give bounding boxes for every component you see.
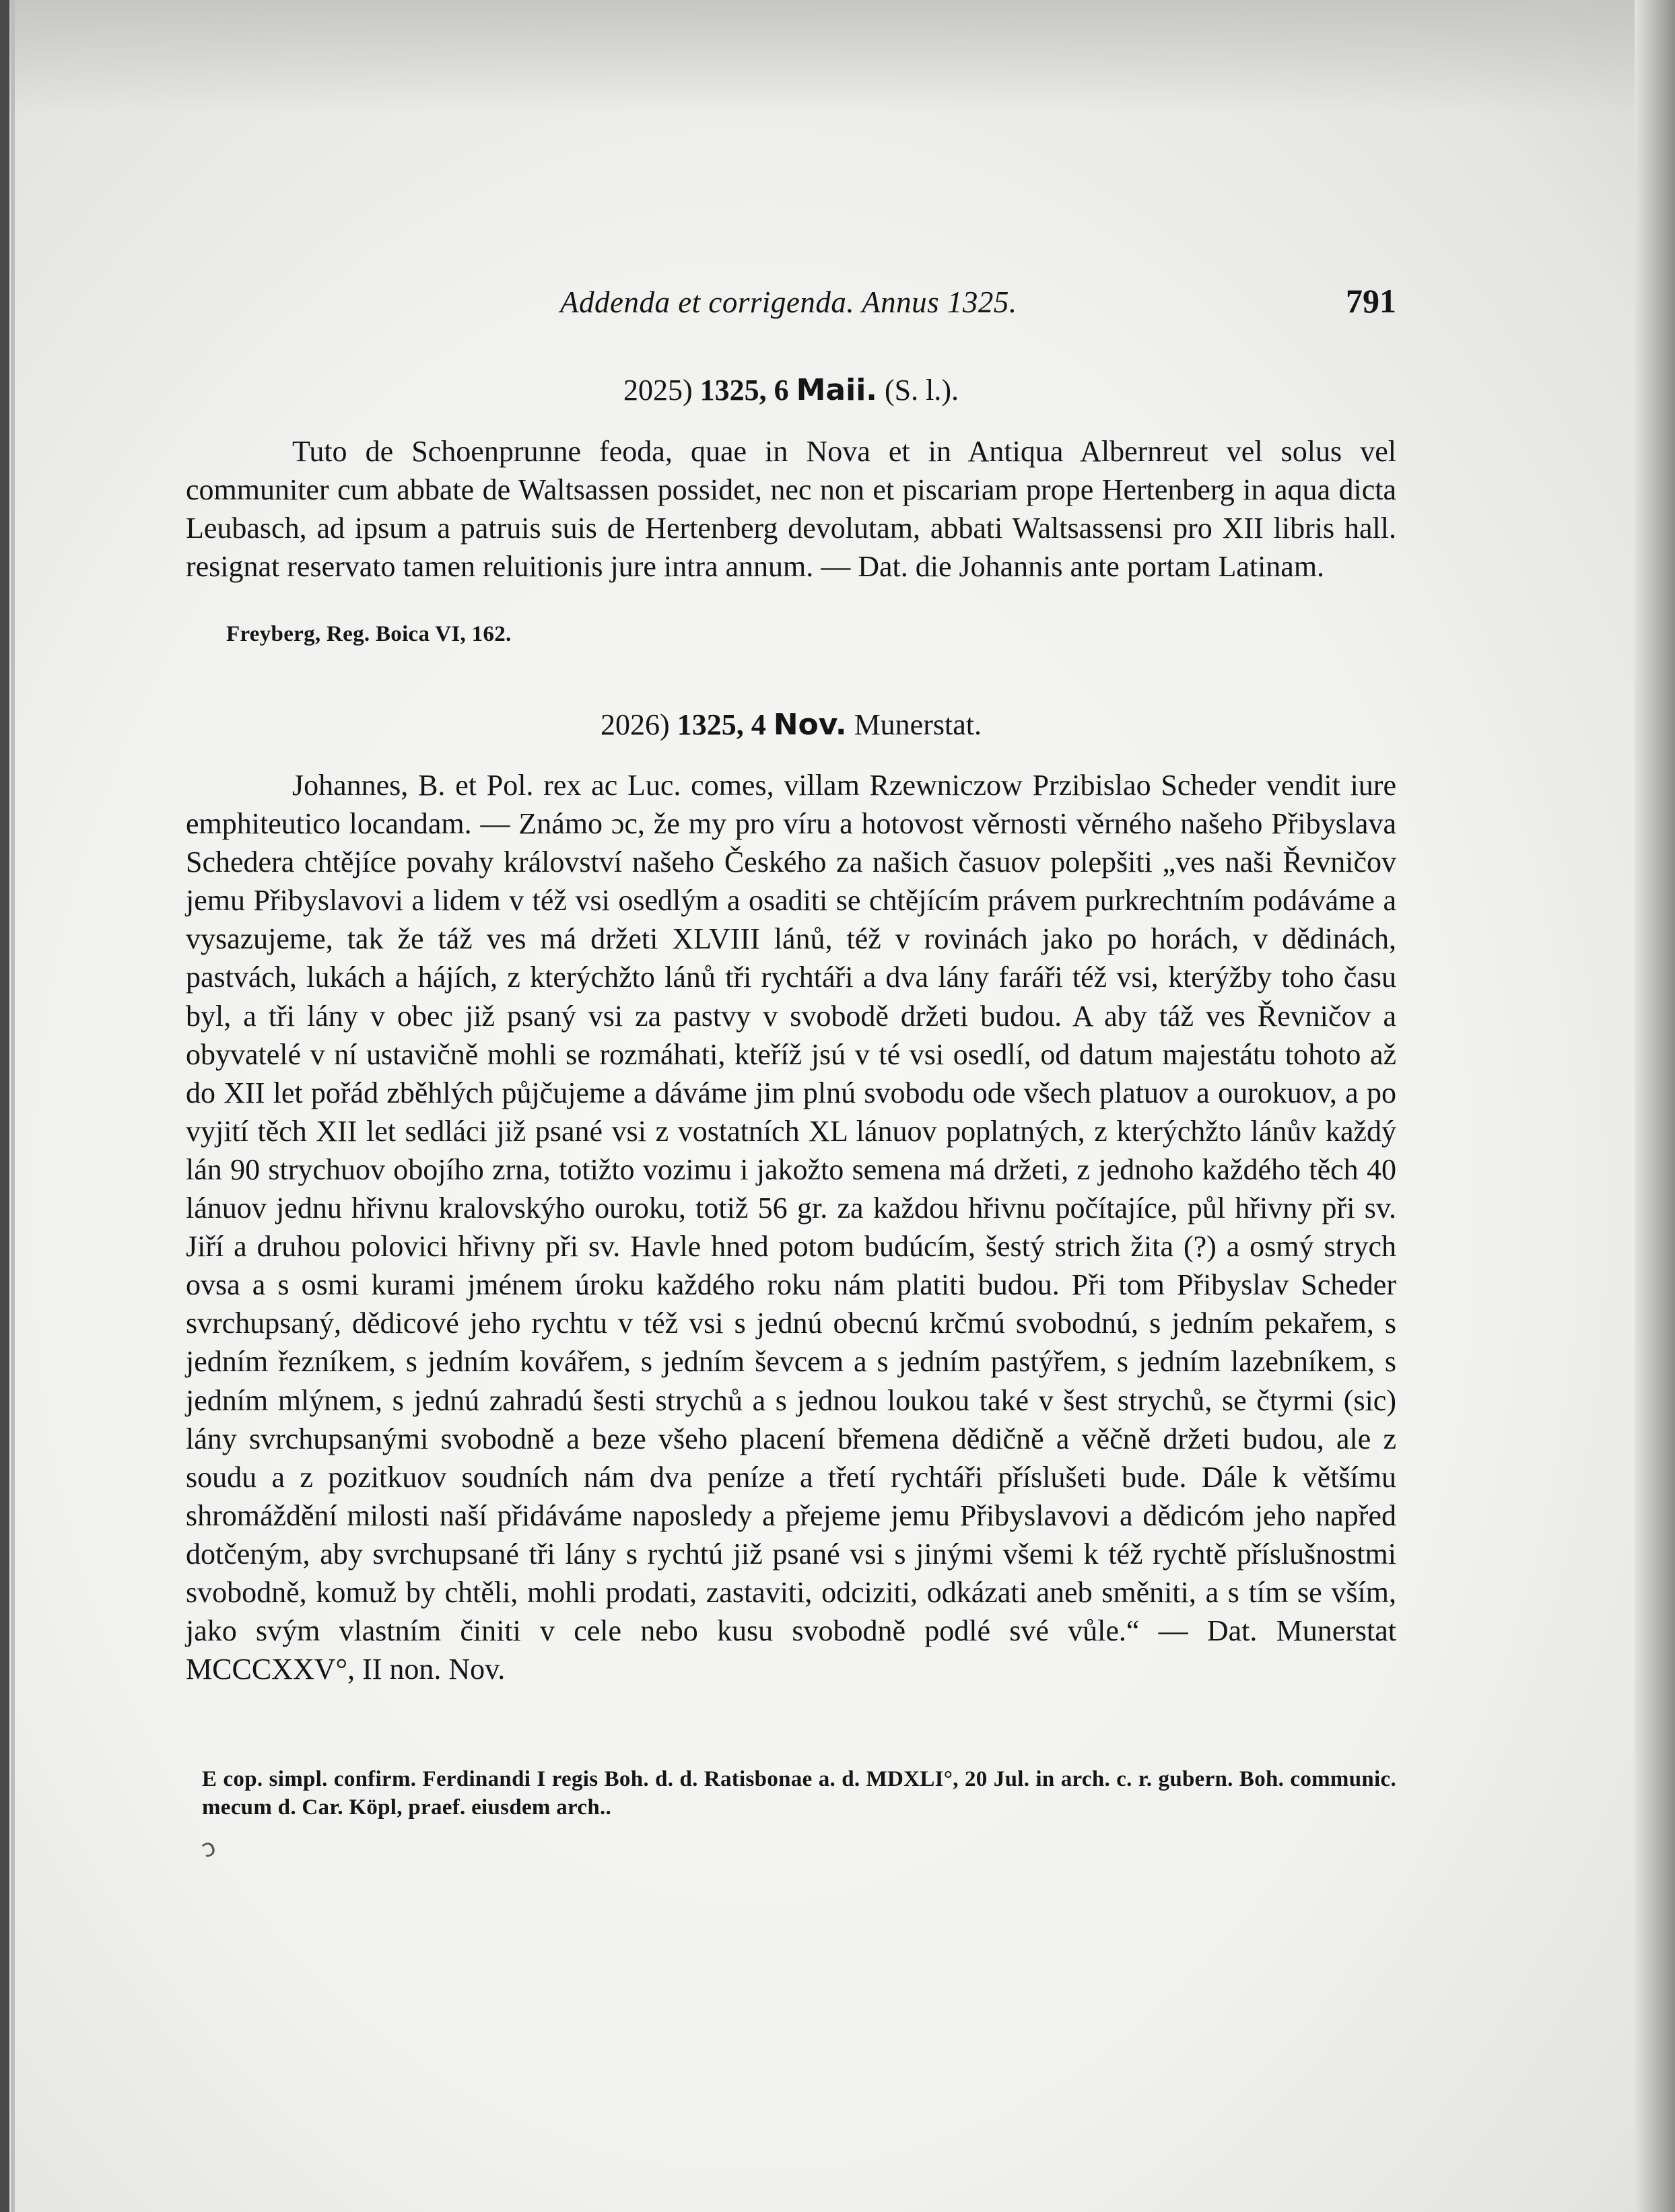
entry-date: 1325, 4 [677, 708, 766, 741]
entry-number: 2025) [623, 374, 693, 407]
entry-body: Tuto de Schoenprunne feoda, quae in Nova et in Antiqua Albernreut vel solus vel communiter cum abbate de Waltsassen possidet, nec non et piscariam prope Hertenberg in aqua dicta Leubasch, ad ipsum a patruis suis de Hertenberg devolutam, abbati Waltsassensi pro XII libris hall. resignat reservato tamen reluitionis jure intra annum. — Dat. die Johannis ante portam Latinam. [186, 435, 1396, 584]
entry-month: Maii. [796, 373, 877, 407]
entry-place: (S. l.). [885, 374, 959, 407]
entry-heading-2025 [186, 370, 1396, 411]
scan-edge-left [0, 0, 9, 2212]
entry-month: Nov. [773, 707, 847, 742]
entry-body: Johannes, B. et Pol. rex ac Luc. comes, villam Rzewniczow Przibislao Scheder vendit iure emphiteutico locandam. — Známo ɔc, že my pro víru a hotovost věrnosti věrného našeho Přibyslava Schedera chtějíce povahy království našeho Českého za našich časuov polepšiti „ves naši Řevničov jemu Přibyslavovi a lidem v též vsi osedlým a osaditi se chtějícím právem purkrechtním podáváme a vysazujeme, tak že táž ves má držeti XLVIII lánů, též v rovinách jako po horách, v dědinách, pastvách, lukách a hájích, z kterýchžto lánů tři rychtáři a dva lány faráři též vsi, kterýžby toho času byl, a tři lány v obec již psaný vsi za pastvy v svobodě držeti budou. A aby táž ves Řevničov a obyvatelé v ní ustavičně mohli se rozmáhati, kteříž jsú v té vsi osedlí, od datum majestátu tohoto až do XII let pořád zběhlých půjčujeme a dáváme jim plnú svobodu ode všech platuov a ourokuov, a po vyjití těch XII let sedláci již psané vsi z vostatních XL lánuov poplatných, z kterýchžto lánův každý lán 90 strychuov obojího zrna, totižto vozimu i jakožto semena má držeti, z jednoho každého těch 40 lánuov jednu hřivnu kralovskýho ouroku, totiž 56 gr. za každou hřivnu počítajíce, půl hřivny při sv. Jiří a druhou polovici hřivny při sv. Havle hned potom budúcím, šestý strich žita (?) a osmý strych ovsa a s osmi kurami jménem úroku každého roku nám platiti budou. Při tom Přibyslav Scheder svrchupsaný, dědicové jeho rychtu v též vsi s jednú obecnú krčmú svobodnú, s jedním pekařem, s jedním řezníkem, s jedním kovářem, s jedním ševcem a s jedním pastýřem, s jedním lazebníkem, s jedním mlýnem, s jednú zahradú šesti strychů a s jednou loukou také v šest strychů, se čtyrmi (sic) lány svrchupsanými svobodně a beze všeho placení břemena dědičně a věčně držeti budou, ale z soudu a z pozitkuov soudních nám dva peníze a třetí rychtáři příslušeti bude. Dále k většímu shromáždění milosti naší přidáváme naposledy a přejeme jemu Přibyslavovi a dědicóm jeho napřed dotčeným, aby svrchupsané tři lány s rychtú již psané vsi s jinými všemi k též rychtě příslušnostmi svobodně, komuž by chtěli, mohli prodati, zastaviti, odciziti, odkázati aneb směniti, a s tím se vším, jako svým vlastním činiti v cele nebo kusu svobodně podlé své vůle.“ — Dat. Munerstat MCCCXXV°, II non. Nov. [186, 769, 1396, 1686]
scan-edge-right [1635, 0, 1675, 2212]
scan-shadow-top [0, 0, 1675, 114]
entry-text-2026 [186, 766, 1396, 1688]
entry-place: Munerstat. [854, 708, 982, 741]
entry-number: 2026) [601, 708, 670, 741]
page-number: 791 [1346, 282, 1396, 320]
entry-heading-2026 [186, 705, 1396, 745]
running-title: Addenda et corrigenda. Annus 1325. [560, 285, 1017, 319]
entry-date: 1325, 6 [699, 374, 789, 407]
scan-edge-left-inner [11, 0, 15, 2212]
entry-source-2025: Freyberg, Reg. Boica VI, 162. [226, 622, 512, 646]
entry-text-2025 [186, 432, 1396, 586]
pencil-mark: ↄ [197, 1832, 220, 1864]
entry-source-2026: E cop. simpl. confirm. Ferdinandi I regis Boh. d. d. Ratisbonae a. d. MDXLI°, 20 Jul. in arch. c. r. gubern. Boh. communic. mecum d. Car. Köpl, praef. eiusdem arch.. [202, 1767, 1396, 1820]
